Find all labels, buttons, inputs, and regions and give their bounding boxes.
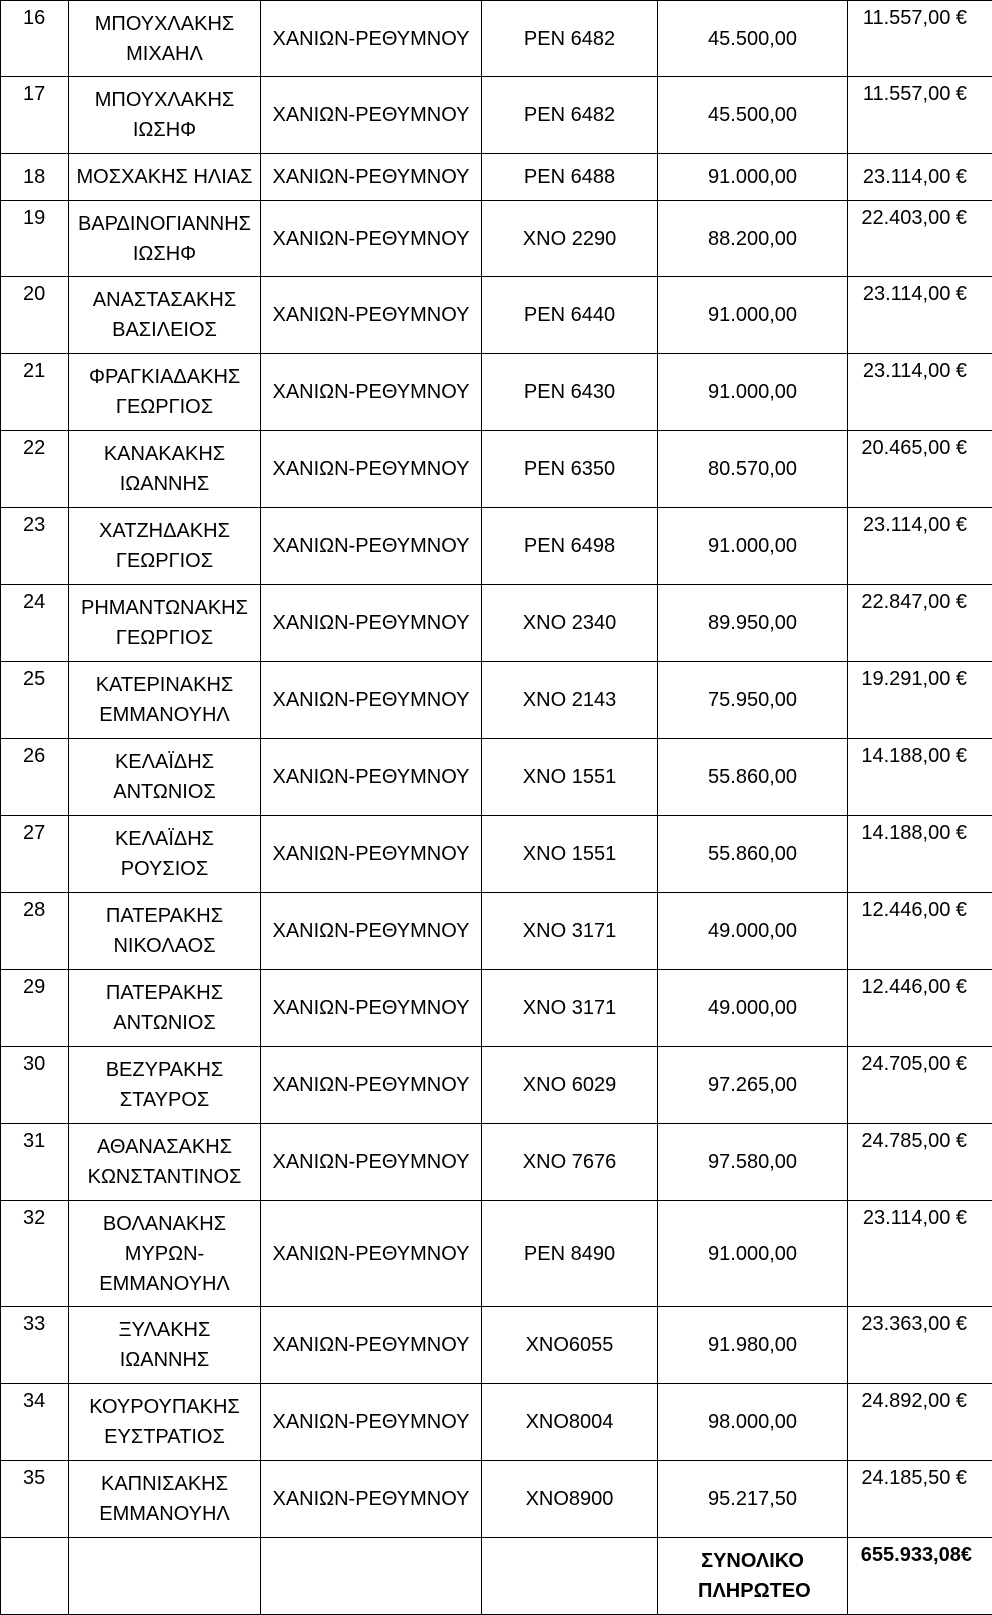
amount-cell: 45.500,00: [658, 1, 848, 77]
row-number: 22: [1, 431, 69, 508]
payment-cell: 23.114,00 €: [848, 154, 992, 201]
amount-cell: 91.980,00: [658, 1307, 848, 1384]
payment-cell: 22.403,00 €: [848, 201, 992, 277]
table-row: [1, 1047, 992, 1124]
row-number: 35: [1, 1461, 69, 1538]
vessel-code: ΡΕΝ 6488: [482, 154, 658, 201]
region-cell: ΧΑΝΙΩΝ-ΡΕΘΥΜΝΟΥ: [261, 77, 482, 154]
row-number: 30: [1, 1047, 69, 1124]
row-number: 24: [1, 585, 69, 662]
row-number: 18: [1, 154, 69, 201]
amount-cell: 75.950,00: [658, 662, 848, 739]
vessel-code: ΧΝΟ 1551: [482, 816, 658, 893]
amount-cell: 91.000,00: [658, 154, 848, 201]
payment-cell: 24.785,00 €: [848, 1124, 992, 1201]
vessel-code: ΡΕΝ 6440: [482, 277, 658, 354]
vessel-code: ΡΕΝ 6498: [482, 508, 658, 585]
beneficiary-name: ΒΑΡΔΙΝΟΓΙΑΝΝΗΣ ΙΩΣΗΦ: [69, 201, 261, 277]
payment-cell: 23.114,00 €: [848, 354, 992, 431]
region-cell: ΧΑΝΙΩΝ-ΡΕΘΥΜΝΟΥ: [261, 1307, 482, 1384]
region-cell: ΧΑΝΙΩΝ-ΡΕΘΥΜΝΟΥ: [261, 662, 482, 739]
amount-cell: 49.000,00: [658, 893, 848, 970]
total-row: [1, 1538, 992, 1615]
vessel-code: ΧΝΟ8900: [482, 1461, 658, 1538]
row-number: 20: [1, 277, 69, 354]
amount-cell: 97.580,00: [658, 1124, 848, 1201]
table-row: [1, 277, 992, 354]
payment-cell: 24.185,50 €: [848, 1461, 992, 1538]
table-row: [1, 893, 992, 970]
row-number: 34: [1, 1384, 69, 1461]
amount-cell: 88.200,00: [658, 201, 848, 277]
vessel-code: ΧΝΟ 3171: [482, 893, 658, 970]
payment-cell: 24.705,00 €: [848, 1047, 992, 1124]
region-cell: ΧΑΝΙΩΝ-ΡΕΘΥΜΝΟΥ: [261, 893, 482, 970]
payment-cell: 14.188,00 €: [848, 739, 992, 816]
payment-cell: 19.291,00 €: [848, 662, 992, 739]
row-number: 32: [1, 1201, 69, 1307]
row-number: 23: [1, 508, 69, 585]
table-row: [1, 1461, 992, 1538]
table-row: [1, 354, 992, 431]
row-number: 28: [1, 893, 69, 970]
row-number: 31: [1, 1124, 69, 1201]
beneficiary-name: ΦΡΑΓΚΙΑΔΑΚΗΣ ΓΕΩΡΓΙΟΣ: [69, 354, 261, 431]
row-number: 27: [1, 816, 69, 893]
vessel-code: ΡΕΝ 6350: [482, 431, 658, 508]
region-cell: ΧΑΝΙΩΝ-ΡΕΘΥΜΝΟΥ: [261, 1047, 482, 1124]
beneficiary-name: ΚΕΛΑΪΔΗΣ ΑΝΤΩΝΙΟΣ: [69, 739, 261, 816]
beneficiary-name: ΜΠΟΥΧΛΑΚΗΣ ΜΙΧΑΗΛ: [69, 1, 261, 77]
payment-cell: 23.114,00 €: [848, 277, 992, 354]
payment-cell: 23.363,00 €: [848, 1307, 992, 1384]
table-row: [1, 970, 992, 1047]
table-row: [1, 816, 992, 893]
payment-cell: 11.557,00 €: [848, 77, 992, 154]
total-label: ΣΥΝΟΛΙΚΟ ΠΛΗΡΩΤΕΟ: [658, 1538, 848, 1615]
row-number: 17: [1, 77, 69, 154]
region-cell: ΧΑΝΙΩΝ-ΡΕΘΥΜΝΟΥ: [261, 816, 482, 893]
vessel-code: ΡΕΝ 8490: [482, 1201, 658, 1307]
beneficiary-name: ΜΠΟΥΧΛΑΚΗΣ ΙΩΣΗΦ: [69, 77, 261, 154]
vessel-code: ΧΝΟ 2143: [482, 662, 658, 739]
table-row: [1, 1124, 992, 1201]
row-number: 26: [1, 739, 69, 816]
region-cell: ΧΑΝΙΩΝ-ΡΕΘΥΜΝΟΥ: [261, 277, 482, 354]
beneficiary-name: ΡΗΜΑΝΤΩΝΑΚΗΣ ΓΕΩΡΓΙΟΣ: [69, 585, 261, 662]
row-number: 29: [1, 970, 69, 1047]
beneficiary-name: ΑΝΑΣΤΑΣΑΚΗΣ ΒΑΣΙΛΕΙΟΣ: [69, 277, 261, 354]
amount-cell: 55.860,00: [658, 739, 848, 816]
beneficiary-name: ΚΑΠΝΙΣΑΚΗΣ ΕΜΜΑΝΟΥΗΛ: [69, 1461, 261, 1538]
row-number: 33: [1, 1307, 69, 1384]
region-cell: ΧΑΝΙΩΝ-ΡΕΘΥΜΝΟΥ: [261, 1124, 482, 1201]
amount-cell: 95.217,50: [658, 1461, 848, 1538]
beneficiary-name: ΚΑΤΕΡΙΝΑΚΗΣ ΕΜΜΑΝΟΥΗΛ: [69, 662, 261, 739]
vessel-code: ΧΝΟ8004: [482, 1384, 658, 1461]
table-row: [1, 431, 992, 508]
table-row: [1, 585, 992, 662]
table-row: [1, 201, 992, 277]
vessel-code: ΧΝΟ 1551: [482, 739, 658, 816]
row-number: 19: [1, 201, 69, 277]
payment-cell: 12.446,00 €: [848, 893, 992, 970]
table-row: [1, 154, 992, 201]
amount-cell: 91.000,00: [658, 277, 848, 354]
region-cell: ΧΑΝΙΩΝ-ΡΕΘΥΜΝΟΥ: [261, 1461, 482, 1538]
total-value: 655.933,08€: [848, 1538, 992, 1615]
region-cell: ΧΑΝΙΩΝ-ΡΕΘΥΜΝΟΥ: [261, 1384, 482, 1461]
vessel-code: ΡΕΝ 6482: [482, 1, 658, 77]
table-row: [1, 508, 992, 585]
table-row: [1, 1201, 992, 1307]
beneficiary-name: ΠΑΤΕΡΑΚΗΣ ΝΙΚΟΛΑΟΣ: [69, 893, 261, 970]
beneficiary-name: ΒΟΛΑΝΑΚΗΣ ΜΥΡΩΝ-ΕΜΜΑΝΟΥΗΛ: [69, 1201, 261, 1307]
table-row: [1, 1384, 992, 1461]
vessel-code: ΡΕΝ 6482: [482, 77, 658, 154]
region-cell: ΧΑΝΙΩΝ-ΡΕΘΥΜΝΟΥ: [261, 431, 482, 508]
table-row: [1, 1307, 992, 1384]
row-number: 25: [1, 662, 69, 739]
payment-cell: 14.188,00 €: [848, 816, 992, 893]
beneficiary-name: ΞΥΛΑΚΗΣ ΙΩΑΝΝΗΣ: [69, 1307, 261, 1384]
region-cell: ΧΑΝΙΩΝ-ΡΕΘΥΜΝΟΥ: [261, 154, 482, 201]
payment-cell: 23.114,00 €: [848, 1201, 992, 1307]
vessel-code: ΧΝΟ 3171: [482, 970, 658, 1047]
vessel-code: ΧΝΟ6055: [482, 1307, 658, 1384]
vessel-code: ΡΕΝ 6430: [482, 354, 658, 431]
region-cell: ΧΑΝΙΩΝ-ΡΕΘΥΜΝΟΥ: [261, 585, 482, 662]
payment-cell: 20.465,00 €: [848, 431, 992, 508]
payment-cell: 11.557,00 €: [848, 1, 992, 77]
beneficiary-name: ΜΟΣΧΑΚΗΣ ΗΛΙΑΣ: [69, 154, 261, 201]
beneficiary-name: ΒΕΖΥΡΑΚΗΣ ΣΤΑΥΡΟΣ: [69, 1047, 261, 1124]
beneficiary-name: ΠΑΤΕΡΑΚΗΣ ΑΝΤΩΝΙΟΣ: [69, 970, 261, 1047]
amount-cell: 91.000,00: [658, 508, 848, 585]
vessel-code: ΧΝΟ 6029: [482, 1047, 658, 1124]
beneficiary-name: ΧΑΤΖΗΔΑΚΗΣ ΓΕΩΡΓΙΟΣ: [69, 508, 261, 585]
payment-cell: 24.892,00 €: [848, 1384, 992, 1461]
table-row: [1, 662, 992, 739]
table-row: [1, 739, 992, 816]
amount-cell: 91.000,00: [658, 354, 848, 431]
amount-cell: 55.860,00: [658, 816, 848, 893]
region-cell: ΧΑΝΙΩΝ-ΡΕΘΥΜΝΟΥ: [261, 354, 482, 431]
amount-cell: 97.265,00: [658, 1047, 848, 1124]
beneficiary-name: ΑΘΑΝΑΣΑΚΗΣ ΚΩΝΣΤΑΝΤΙΝΟΣ: [69, 1124, 261, 1201]
row-number: 21: [1, 354, 69, 431]
beneficiary-name: ΚΕΛΑΪΔΗΣ ΡΟΥΣΙΟΣ: [69, 816, 261, 893]
vessel-code: ΧΝΟ 7676: [482, 1124, 658, 1201]
amount-cell: 45.500,00: [658, 77, 848, 154]
region-cell: ΧΑΝΙΩΝ-ΡΕΘΥΜΝΟΥ: [261, 201, 482, 277]
amount-cell: 49.000,00: [658, 970, 848, 1047]
amount-cell: 91.000,00: [658, 1201, 848, 1307]
empty-cell: [1, 1538, 69, 1615]
empty-cell: [482, 1538, 658, 1615]
amount-cell: 98.000,00: [658, 1384, 848, 1461]
beneficiary-name: ΚΟΥΡΟΥΠΑΚΗΣ ΕΥΣΤΡΑΤΙΟΣ: [69, 1384, 261, 1461]
empty-cell: [69, 1538, 261, 1615]
row-number: 16: [1, 1, 69, 77]
payment-cell: 12.446,00 €: [848, 970, 992, 1047]
vessel-code: ΧΝΟ 2290: [482, 201, 658, 277]
region-cell: ΧΑΝΙΩΝ-ΡΕΘΥΜΝΟΥ: [261, 1201, 482, 1307]
region-cell: ΧΑΝΙΩΝ-ΡΕΘΥΜΝΟΥ: [261, 1, 482, 77]
amount-cell: 89.950,00: [658, 585, 848, 662]
vessel-code: ΧΝΟ 2340: [482, 585, 658, 662]
region-cell: ΧΑΝΙΩΝ-ΡΕΘΥΜΝΟΥ: [261, 739, 482, 816]
beneficiary-name: ΚΑΝΑΚΑΚΗΣ ΙΩΑΝΝΗΣ: [69, 431, 261, 508]
payment-cell: 23.114,00 €: [848, 508, 992, 585]
empty-cell: [261, 1538, 482, 1615]
payment-cell: 22.847,00 €: [848, 585, 992, 662]
region-cell: ΧΑΝΙΩΝ-ΡΕΘΥΜΝΟΥ: [261, 508, 482, 585]
table-row: [1, 1, 992, 77]
region-cell: ΧΑΝΙΩΝ-ΡΕΘΥΜΝΟΥ: [261, 970, 482, 1047]
table-row: [1, 77, 992, 154]
amount-cell: 80.570,00: [658, 431, 848, 508]
